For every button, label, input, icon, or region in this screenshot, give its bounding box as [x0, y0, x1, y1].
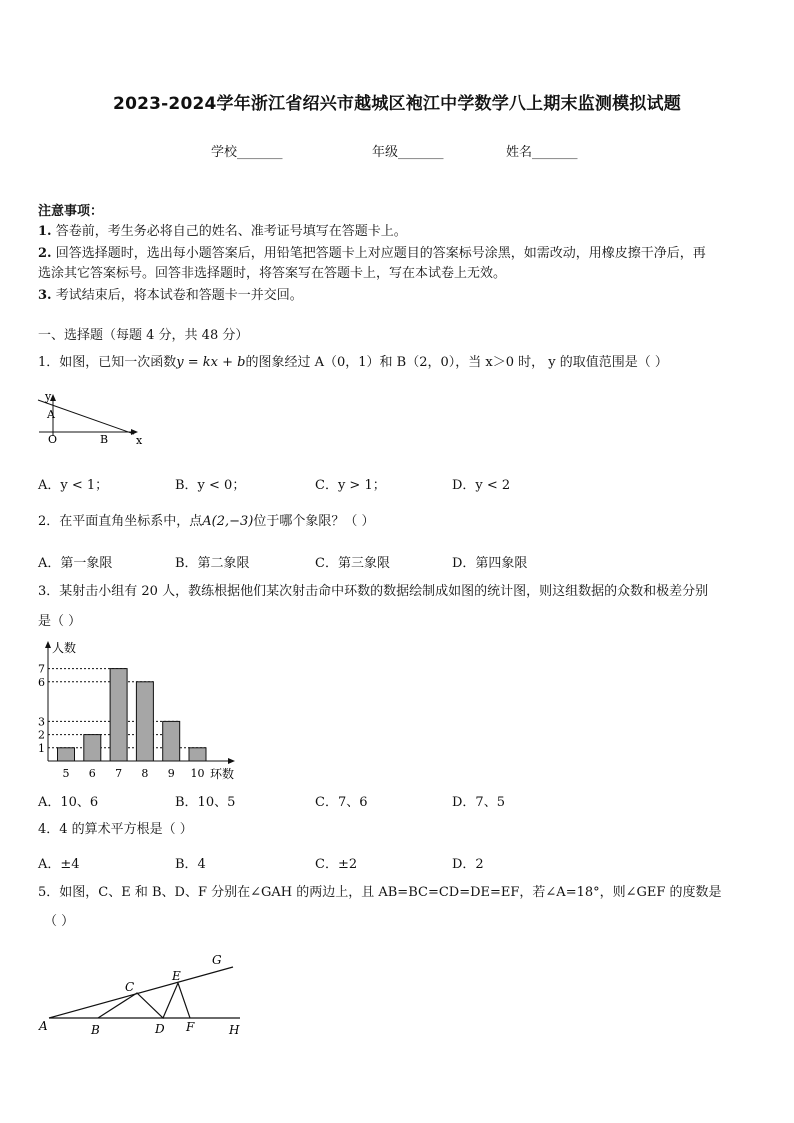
- question-3-line-1: 3．某射击小组有 20 人，教练根据他们某次射击命中环数的数据绘制成如图的统计图，则这组数据的众数和极差分别: [38, 584, 709, 599]
- q2-option-b: B．第二象限: [175, 556, 250, 571]
- q4-option-b: B．4: [175, 857, 206, 872]
- chart-bar: [163, 721, 180, 761]
- chart-x-label: 环数: [210, 767, 235, 781]
- grade-blank: _______: [398, 145, 444, 160]
- q1-origin: O: [48, 433, 58, 446]
- label-b: B: [91, 1023, 100, 1037]
- q1-option-d: D．y < 2: [452, 478, 511, 493]
- notice-text: 回答选择题时，选出每小题答案后，用铅笔把答题卡上对应题目的答案标号涂黑，如需改动，用橡皮擦干净后，再: [55, 246, 706, 261]
- name-label: 姓名: [506, 145, 533, 160]
- label-f: F: [186, 1020, 195, 1034]
- chart-x-tick-label: 5: [62, 767, 70, 780]
- chart-bar: [189, 748, 206, 761]
- notice-text: 考试结束后，将本试卷和答题卡一并交回。: [55, 288, 303, 303]
- label-e: E: [172, 969, 181, 983]
- chart-bar: [58, 748, 75, 761]
- question-2: [38, 514, 375, 530]
- q1-graph: [34, 388, 154, 448]
- label-a: A: [39, 1019, 48, 1033]
- chart-bar: [84, 735, 101, 761]
- ray-ag: [49, 967, 233, 1018]
- chart-y-tick-label: 1: [38, 741, 45, 755]
- chart-x-arrow: [228, 758, 235, 764]
- question-3-line-2: 是（ ）: [38, 614, 82, 629]
- notice-num: 1.: [38, 224, 52, 239]
- chart-y-tick-label: 7: [38, 662, 45, 676]
- notice-item-3: [38, 288, 303, 304]
- name-field: [506, 141, 578, 160]
- question-4: 4．4 的算术平方根是（ ）: [38, 822, 193, 837]
- q5-geometry-figure: [36, 950, 256, 1040]
- chart-x-tick-label: 8: [141, 767, 149, 780]
- q1-option-a: A．y < 1；: [38, 478, 109, 493]
- grade-label: 年级: [372, 145, 399, 160]
- q1-formula: y = kx + b: [176, 355, 246, 370]
- label-d: D: [155, 1022, 165, 1036]
- chart-x-tick-label: 7: [115, 767, 123, 780]
- q1-suffix: 的图象经过 A（0，1）和 B（2，0），当 x＞0 时， y 的取值范围是（ ）: [245, 355, 668, 370]
- q1-option-c: C．y > 1；: [315, 478, 386, 493]
- q1-x-label: x: [136, 434, 143, 447]
- q2-option-c: C．第三象限: [315, 556, 390, 571]
- q2-option-d: D．第四象限: [452, 556, 528, 571]
- notice-item-2: [38, 246, 706, 262]
- q1-y-label: y: [45, 390, 52, 403]
- chart-y-tick-label: 2: [38, 728, 45, 742]
- question-5-line-2: （ ）: [44, 914, 75, 929]
- notice-text: 答卷前，考生务必将自己的姓名、准考证号填写在答题卡上。: [55, 224, 407, 239]
- notice-heading: 注意事项：: [38, 204, 104, 219]
- q3-option-c: C．7、6: [315, 795, 368, 810]
- chart-y-tick-label: 3: [38, 715, 45, 729]
- name-blank: _______: [532, 145, 578, 160]
- exam-title: 2023-2024学年浙江省绍兴市越城区袍江中学数学八上期末监测模拟试题: [113, 94, 681, 114]
- chart-bar: [110, 669, 127, 761]
- grade-field: [372, 141, 444, 160]
- label-g: G: [212, 953, 222, 967]
- q3-option-d: D．7、5: [452, 795, 505, 810]
- q3-option-a: A．10、6: [38, 795, 99, 810]
- chart-y-tick-label: 6: [38, 675, 45, 689]
- chart-y-arrow: [45, 641, 51, 648]
- section-heading: 一、选择题（每题 4 分，共 48 分）: [38, 328, 249, 343]
- q4-option-d: D．2: [452, 857, 484, 872]
- q1-point-b: B: [100, 433, 109, 446]
- chart-x-tick-label: 10: [190, 767, 205, 780]
- q3-bar-chart: [30, 636, 260, 786]
- q2-prefix: 2．在平面直角坐标系中，点: [38, 514, 203, 529]
- label-c: C: [125, 980, 135, 994]
- q3-option-b: B．10、5: [175, 795, 236, 810]
- notice-num: 3.: [38, 288, 52, 303]
- chart-y-label: 人数: [52, 641, 77, 655]
- q4-option-a: A．±4: [38, 857, 80, 872]
- q1-point-a: A: [47, 408, 55, 421]
- q4-option-c: C．±2: [315, 857, 358, 872]
- school-label: 学校: [211, 145, 238, 160]
- question-1: [38, 355, 668, 371]
- school-field: [211, 141, 283, 160]
- q2-point: A(2,−3): [202, 514, 254, 529]
- chart-x-tick-label: 6: [88, 767, 96, 780]
- label-h: H: [229, 1023, 240, 1037]
- chart-bar: [136, 682, 153, 761]
- q2-option-a: A．第一象限: [38, 556, 113, 571]
- q1-option-b: B．y < 0；: [175, 478, 246, 493]
- notice-num: 2.: [38, 246, 52, 261]
- notice-item-1: [38, 224, 407, 240]
- school-blank: _______: [237, 145, 283, 160]
- notice-item-2-cont: 选涂其它答案标号。回答非选择题时，将答案写在答题卡上，写在本试卷上无效。: [38, 266, 507, 281]
- chart-x-tick-label: 9: [167, 767, 175, 780]
- question-5-line-1: 5．如图，C、E 和 B、D、F 分别在∠GAH 的两边上，且 AB=BC=CD=DE=EF，若∠A=18°，则∠GEF 的度数是: [38, 885, 722, 900]
- q2-suffix: 位于哪个象限？（ ）: [253, 514, 375, 529]
- q1-prefix: 1．如图，已知一次函数: [38, 355, 177, 370]
